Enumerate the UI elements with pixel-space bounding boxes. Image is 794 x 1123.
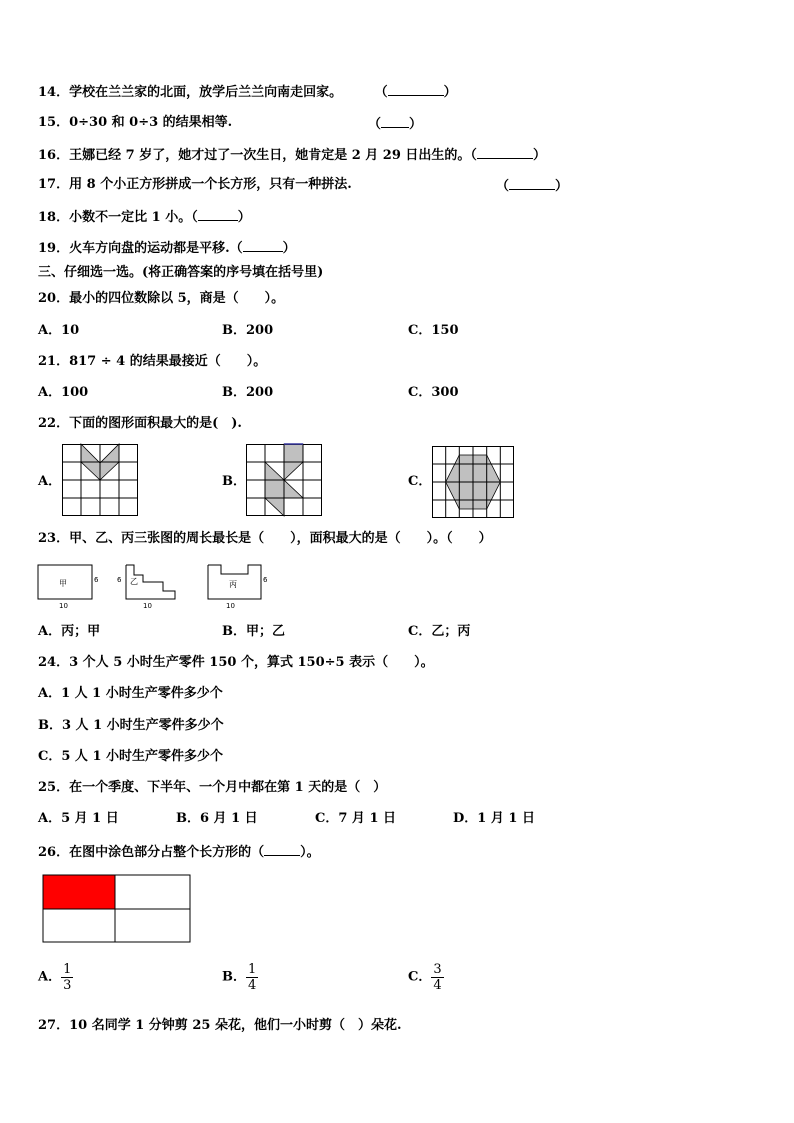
option-b[interactable]: B．: [222, 474, 246, 489]
option-b[interactable]: B．200: [222, 385, 274, 400]
option-b[interactable]: B．6 月 1 日: [176, 811, 258, 826]
option-a[interactable]: A．: [38, 474, 62, 489]
option-b[interactable]: B． $\frac{1}{4}$: [222, 962, 257, 993]
option-c[interactable]: C．乙；丙: [408, 624, 471, 639]
figure-yi: [117, 562, 197, 612]
option-a[interactable]: A．5 月 1 日: [38, 811, 119, 826]
option-c[interactable]: C．300: [408, 385, 459, 400]
svg-text:6: 6: [94, 576, 99, 584]
question-23: 23．甲、乙、丙三张图的周长最长是（ ），面积最大的是（ ）。（ ）: [38, 531, 492, 546]
svg-text:10: 10: [226, 602, 235, 610]
option-a[interactable]: A． $\frac{1}{3}$: [38, 962, 72, 993]
question-22: 22．下面的图形面积最大的是( ).: [38, 416, 242, 431]
option-a[interactable]: A．丙；甲: [38, 624, 101, 639]
answer-blank[interactable]: [198, 208, 238, 221]
option-c[interactable]: C．7 月 1 日: [315, 811, 397, 826]
option-c[interactable]: C．5 人 1 小时生产零件多少个: [38, 749, 224, 764]
svg-text:丙: 丙: [229, 580, 237, 589]
question-20: 20．最小的四位数除以 5，商是（ ）。: [38, 291, 285, 306]
option-a[interactable]: A．1 人 1 小时生产零件多少个: [38, 686, 223, 701]
figure-jia: [37, 562, 117, 612]
question-24: 24．3 个人 5 小时生产零件 150 个，算式 150÷5 表示（ ）。: [38, 655, 434, 670]
svg-text:10: 10: [143, 602, 152, 610]
answer-blank[interactable]: [243, 239, 283, 252]
option-b[interactable]: B．3 人 1 小时生产零件多少个: [38, 718, 224, 733]
question-18: 18．小数不一定比 1 小。（ ）: [38, 210, 251, 225]
question-15: 15．0÷30 和 0÷3 的结果相等. （ ）: [38, 115, 423, 132]
svg-text:乙: 乙: [130, 577, 138, 586]
question-14: 14．学校在兰兰家的北面，放学后兰兰向南走回家。 （ ）: [38, 85, 457, 100]
shaded-part: [43, 875, 115, 909]
option-c[interactable]: C．150: [408, 323, 459, 338]
grid-figure-b: [246, 444, 322, 516]
question-25: 25．在一个季度、下半年、一个月中都在第 1 天的是（ ）: [38, 780, 387, 795]
option-b[interactable]: B．甲；乙: [222, 624, 285, 639]
option-a[interactable]: A．100: [38, 385, 89, 400]
answer-blank[interactable]: [388, 83, 444, 96]
question-27: 27．10 名同学 1 分钟剪 25 朵花，他们一小时剪（ ）朵花.: [38, 1018, 402, 1033]
svg-text:甲: 甲: [59, 579, 67, 588]
option-a[interactable]: A．10: [38, 323, 80, 338]
grid-figure-a: [62, 444, 138, 516]
question-17: 17．用 8 个小正方形拼成一个长方形，只有一种拼法. （ ）: [38, 177, 569, 194]
question-16: 16．王娜已经 7 岁了，她才过了一次生日，她肯定是 2 月 29 日出生的。（ ）: [38, 148, 546, 163]
question-21: 21．817 ÷ 4 的结果最接近（ ）。: [38, 354, 267, 369]
question-19: 19．火车方向盘的运动都是平移.（ ）: [38, 241, 296, 256]
grid-figure-c: [432, 446, 514, 518]
option-c[interactable]: C． $\frac{3}{4}$: [408, 962, 442, 993]
rectangle-figure: [42, 874, 192, 944]
option-b[interactable]: B．200: [222, 323, 274, 338]
figure-bing: [207, 562, 287, 612]
svg-text:6: 6: [263, 576, 268, 584]
answer-blank[interactable]: [509, 177, 555, 190]
answer-blank[interactable]: [477, 146, 533, 159]
option-c[interactable]: C．: [408, 474, 432, 489]
svg-text:6: 6: [117, 576, 122, 584]
svg-text:10: 10: [59, 602, 68, 610]
answer-blank[interactable]: [381, 115, 409, 128]
option-d[interactable]: D．1 月 1 日: [453, 811, 535, 826]
answer-blank[interactable]: [264, 843, 300, 856]
section-heading: 三、仔细选一选。(将正确答案的序号填在括号里): [38, 265, 324, 280]
question-26: 26．在图中涂色部分占整个长方形的（ ）。: [38, 845, 320, 860]
